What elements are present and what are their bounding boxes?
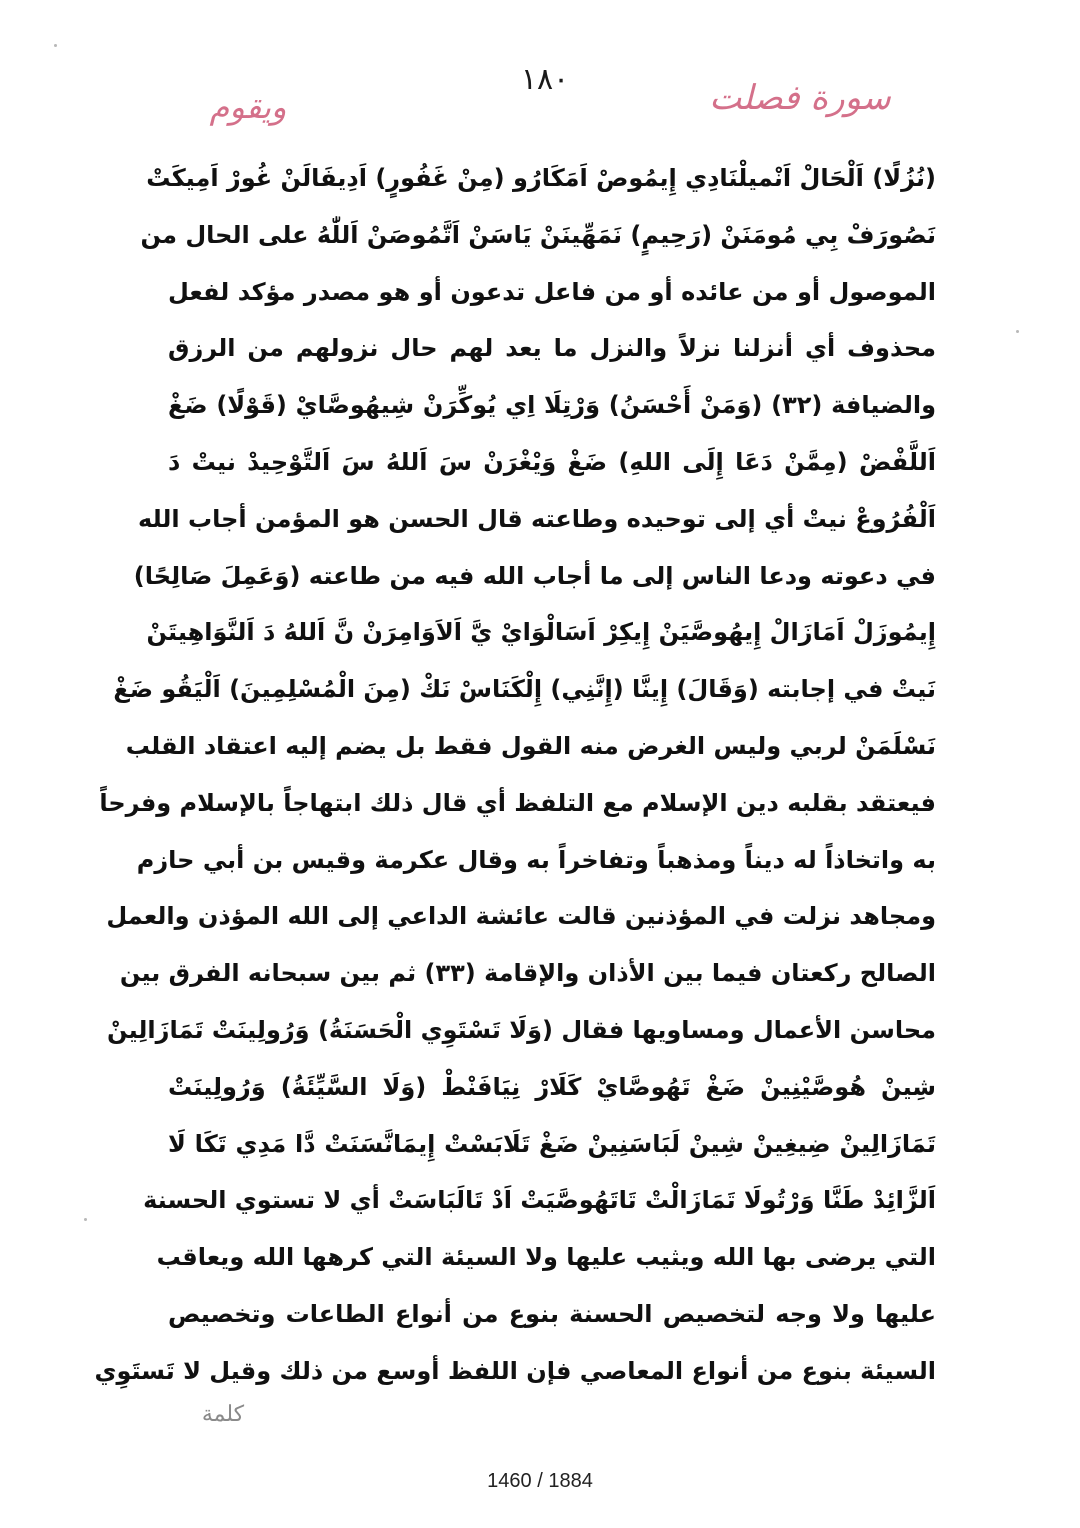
text-line: التي يرضى بها الله ويثيب عليها ولا السيئة التي كرهها الله ويعاقب (156, 1243, 936, 1272)
margin-annotation: ويقوم (209, 88, 287, 126)
catchword: كلمة (201, 1402, 245, 1427)
text-line: والضيافة (٣٢) (وَمَنْ أَحْسَنُ) وَرْتِلَا اِي يُوكِّرَنْ شِيهُوصَّايْ (قَوْلًا) ضَغْ (168, 391, 936, 420)
text-line: اَلزَّائِدْ طَنَّا وَرْتُولَا تَمَازَالْتْ تَاتَهُوصَّيَتْ اَدْ تَالَبَاسَتْ أي لا تستوي الحسنة (143, 1186, 936, 1215)
page-counter: 1460 / 1884 (487, 1470, 593, 1492)
text-line: ومجاهد نزلت في المؤذنين قالت عائشة الداعي إلى الله المؤذن والعمل (106, 902, 936, 931)
text-line: اَلْفُرُوعْ نيتْ أي إلى توحيده وطاعته قال الحسن هو المؤمن أجاب الله (138, 504, 936, 533)
text-line: الموصول أو من عائده أو من فاعل تدعون أو هو مصدر مؤكد لفعل (168, 277, 936, 306)
text-line: في دعوته ودعا الناس إلى ما أجاب الله فيه من طاعته (وَعَمِلَ صَالِحًا) (133, 561, 936, 590)
page-number: ١٨٠ (520, 62, 570, 97)
text-line: به واتخاذاً له ديناً ومذهباً وتفاخراً به وقال عكرمة وقيس بن أبي حازم (136, 845, 936, 874)
paper-speck (1016, 330, 1019, 333)
text-line: شِينْ هُوصَّيْنِينْ ضَغْ تَهُوصَّايْ كَلَارْ نِيَافَنْطْ (وَلَا السَّيِّئَةُ) وَرُولِينَتْ (168, 1072, 936, 1101)
paper-speck (54, 44, 57, 47)
paper-speck (84, 1218, 87, 1221)
text-line: عليها ولا وجه لتخصيص الحسنة بنوع من أنواع الطاعات وتخصيص (168, 1299, 936, 1328)
text-line: فيعتقد بقلبه دين الإسلام مع التلفظ أي قال ذلك ابتهاجاً بالإسلام وفرحاً (99, 788, 936, 817)
text-line: محاسن الأعمال ومساويها فقال (وَلَا تَسْتَوِي الْحَسَنَةُ) وَرُولِينَتْ تَمَازَالِينْ (107, 1015, 936, 1044)
text-line: إِيمُوزَلْ اَمَازَالْ إِيهُوصَّيَنْ إِيكِرْ اَسَالْوَايْ يَّ اَلاَوَامِرَنْ نَّ اَللهُ دَ اَلنَّوَاهِيتَنْ (146, 618, 936, 647)
text-line: الصالح ركعتان فيما بين الأذان والإقامة (٣٣) ثم بين سبحانه الفرق بين (119, 959, 936, 988)
text-line: السيئة بنوع من أنواع المعاصي فإن اللفظ أوسع من ذلك وقيل لا تَستَوِي (94, 1356, 936, 1385)
surah-annotation: سورة فصلت (709, 78, 891, 118)
text-line: نَيتْ في إجابته (وَقَالَ) إِينَّا (إِنَّنِي) إِلْكَنَاسْ نَكْ (مِنَ الْمُسْلِمِينَ) اَلْيَقُو ضَغْ (113, 675, 936, 704)
text-line: نَصُورَفْ بِي مُومَنَنْ (رَحِيمٍ) نَمَهِّينَنْ يَاسَنْ اَتَّمُوصَنْ اَللّٰهُ على الحال من (140, 220, 936, 249)
text-line: اَللَّفْضْ (مِمَّنْ دَعَا إِلَى اللهِ) ضَغْ وَيْغْرَنْ سَ اَللهُ سَ اَلتَّوْحِيدْ نيتْ دَ (168, 447, 936, 476)
text-line: محذوف أي أنزلنا نزلاً والنزل ما يعد لهم حال نزولهم من الرزق (168, 334, 936, 363)
page-body-text (94, 150, 936, 1400)
text-line: نَسْلَمَنْ لربي وليس الغرض منه القول فقط بل يضم إليه اعتقاد القلب (125, 731, 936, 760)
text-line: تَمَازَالِينْ ضِيغِينْ شِينْ لَبَاسَنِينْ ضَغْ تَلَابَسْتْ إِيمَانَّسَنَتْ دَّا مَدِي تَكَا لَا (168, 1129, 936, 1158)
text-line: (نُزُلًا) اَلْحَالْ اَنْميلْنَادِي إِيمُوصْ اَمَكَارُو (مِنْ غَفُورٍ) اَدِيفَالَنْ غُورْ اَمِيكَتْ (146, 164, 936, 192)
